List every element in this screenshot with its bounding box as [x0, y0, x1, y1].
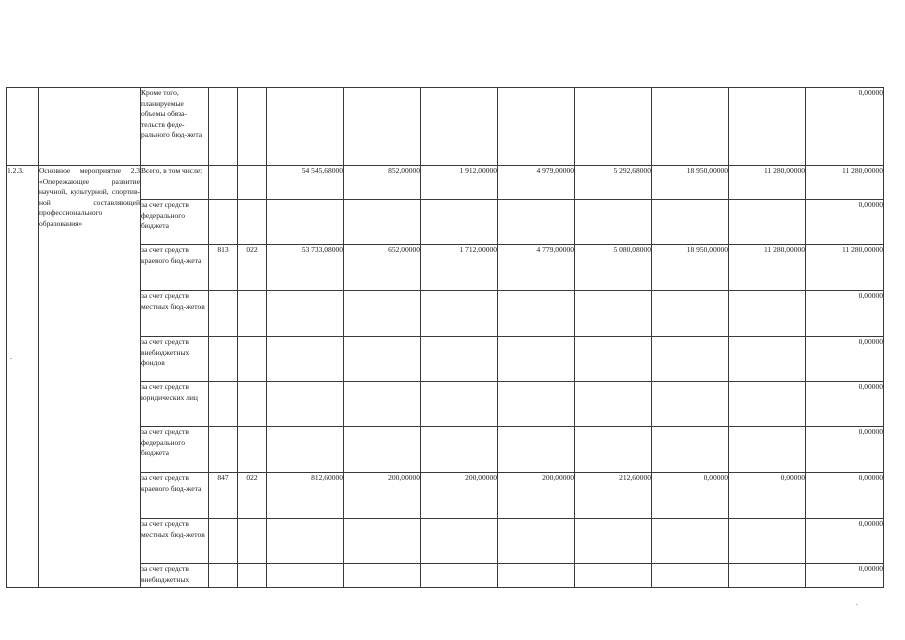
- value-cell: [652, 427, 729, 473]
- value-cell: 0,00000: [806, 88, 884, 166]
- value-cell: 0,00000: [652, 473, 729, 519]
- value-cell: 18 950,00000: [652, 166, 729, 200]
- value-cell: [267, 337, 344, 382]
- funding-source-cell: за счет средств краевого бюд-жета: [141, 245, 209, 291]
- value-cell: 0,00000: [806, 382, 884, 427]
- value-cell: [344, 200, 421, 245]
- value-cell: [498, 427, 575, 473]
- value-cell: 0,00000: [806, 200, 884, 245]
- value-cell: 0,00000: [806, 291, 884, 337]
- value-cell: 0,00000: [806, 473, 884, 519]
- code-cell: [238, 291, 267, 337]
- code-cell: [209, 166, 238, 200]
- value-cell: [498, 564, 575, 588]
- value-cell: [498, 200, 575, 245]
- value-cell: [575, 200, 652, 245]
- activity-name: Основное мероприятие 2.3 «Опережающее развитие научной, культурной, спортив-ной составляющей профессионального образования»: [39, 166, 141, 588]
- value-cell: 200,00000: [421, 473, 498, 519]
- value-cell: [729, 337, 806, 382]
- value-cell: 5 080,08000: [575, 245, 652, 291]
- value-cell: 212,60000: [575, 473, 652, 519]
- value-cell: 0,00000: [806, 519, 884, 564]
- value-cell: [652, 564, 729, 588]
- value-cell: [421, 382, 498, 427]
- value-cell: [421, 291, 498, 337]
- value-cell: 54 545,68000: [267, 166, 344, 200]
- value-cell: 200,00000: [498, 473, 575, 519]
- code-cell: 022: [238, 473, 267, 519]
- funding-source-cell: Кроме того, планируемые объемы обяза-тельств феде-рального бюд-жета: [141, 88, 209, 166]
- code-cell: 847: [209, 473, 238, 519]
- code-cell: [238, 519, 267, 564]
- activity-number: 1.2.3.: [7, 166, 39, 588]
- code-cell: [209, 519, 238, 564]
- value-cell: [729, 427, 806, 473]
- value-cell: 652,00000: [344, 245, 421, 291]
- value-cell: [421, 200, 498, 245]
- funding-source-cell: за счет средств местных бюд-жетов: [141, 291, 209, 337]
- value-cell: [267, 427, 344, 473]
- value-cell: [652, 382, 729, 427]
- value-cell: 53 733,08000: [267, 245, 344, 291]
- value-cell: 0,00000: [806, 427, 884, 473]
- code-cell: [209, 337, 238, 382]
- value-cell: [344, 427, 421, 473]
- value-cell: [652, 337, 729, 382]
- value-cell: [344, 564, 421, 588]
- code-cell: [238, 166, 267, 200]
- value-cell: [421, 564, 498, 588]
- value-cell: 1 712,00000: [421, 245, 498, 291]
- value-cell: 18 950,00000: [652, 245, 729, 291]
- value-cell: [729, 291, 806, 337]
- scan-speck: [856, 604, 858, 605]
- funding-source-cell: Всего, в том числе:: [141, 166, 209, 200]
- value-cell: 852,00000: [344, 166, 421, 200]
- value-cell: 4 979,00000: [498, 166, 575, 200]
- code-cell: [238, 427, 267, 473]
- code-cell: [209, 564, 238, 588]
- value-cell: 812,60000: [267, 473, 344, 519]
- value-cell: [729, 519, 806, 564]
- value-cell: [421, 337, 498, 382]
- value-cell: 11 280,00000: [806, 166, 884, 200]
- funding-source-cell: за счет средств юридических лиц: [141, 382, 209, 427]
- value-cell: 11 280,00000: [729, 166, 806, 200]
- value-cell: [575, 564, 652, 588]
- code-cell: [238, 200, 267, 245]
- value-cell: [575, 337, 652, 382]
- value-cell: [729, 564, 806, 588]
- value-cell: 0,00000: [729, 473, 806, 519]
- code-cell: 813: [209, 245, 238, 291]
- continuation-row: [7, 88, 884, 166]
- value-cell: [344, 291, 421, 337]
- value-cell: [344, 382, 421, 427]
- value-cell: [498, 337, 575, 382]
- value-cell: 200,00000: [344, 473, 421, 519]
- funding-source-cell: за счет средств краевого бюд-жета: [141, 473, 209, 519]
- funding-source-cell: за счет средств внебюджетных: [141, 564, 209, 588]
- value-cell: [652, 200, 729, 245]
- funding-source-cell: за счет средств федерального бюджета: [141, 200, 209, 245]
- funding-source-cell: за счет средств федерального бюджета: [141, 427, 209, 473]
- value-cell: [344, 519, 421, 564]
- budget-table: [6, 87, 884, 588]
- value-cell: [575, 291, 652, 337]
- value-cell: 11 280,00000: [806, 245, 884, 291]
- value-cell: 5 292,68000: [575, 166, 652, 200]
- value-cell: [652, 519, 729, 564]
- value-cell: 1 912,00000: [421, 166, 498, 200]
- value-cell: 4 779,00000: [498, 245, 575, 291]
- code-cell: 022: [238, 245, 267, 291]
- code-cell: [238, 564, 267, 588]
- value-cell: 0,00000: [806, 337, 884, 382]
- value-cell: 11 280,00000: [729, 245, 806, 291]
- value-cell: [267, 564, 344, 588]
- code-cell: [209, 291, 238, 337]
- value-cell: [729, 200, 806, 245]
- code-cell: [209, 427, 238, 473]
- value-cell: [498, 382, 575, 427]
- value-cell: [267, 291, 344, 337]
- value-cell: [344, 337, 421, 382]
- value-cell: [267, 519, 344, 564]
- funding-source-cell: за счет средств внебюджетных фондов: [141, 337, 209, 382]
- code-cell: [209, 382, 238, 427]
- value-cell: 0,00000: [806, 564, 884, 588]
- value-cell: [421, 427, 498, 473]
- value-cell: [575, 382, 652, 427]
- funding-source-cell: за счет средств местных бюд-жетов: [141, 519, 209, 564]
- value-cell: [652, 291, 729, 337]
- code-cell: [238, 382, 267, 427]
- code-cell: [209, 200, 238, 245]
- value-cell: [498, 291, 575, 337]
- value-cell: [267, 200, 344, 245]
- value-cell: [575, 519, 652, 564]
- code-cell: [238, 337, 267, 382]
- value-cell: [421, 519, 498, 564]
- table-row: [7, 166, 884, 200]
- value-cell: [267, 382, 344, 427]
- value-cell: [498, 519, 575, 564]
- value-cell: [575, 427, 652, 473]
- value-cell: [729, 382, 806, 427]
- scan-speck: [10, 358, 12, 359]
